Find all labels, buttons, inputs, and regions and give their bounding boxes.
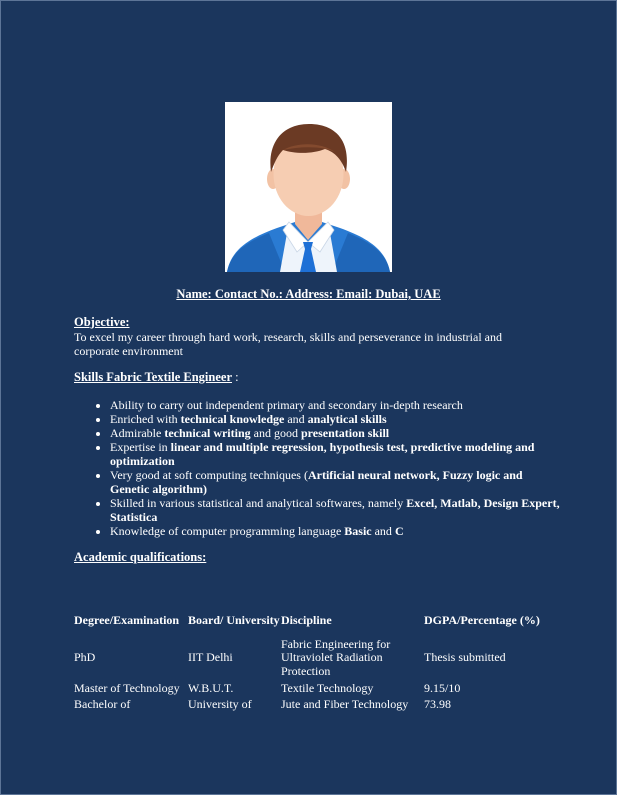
column-header: Degree/Examination <box>74 613 180 628</box>
skill-emphasis: C <box>394 524 404 538</box>
skill-item <box>110 524 562 538</box>
table-cell: Thesis submitted <box>424 650 506 665</box>
skills-heading-line <box>74 370 544 385</box>
avatar-icon <box>225 102 392 272</box>
table-row <box>74 636 549 680</box>
table-cell: IIT Delhi <box>188 650 233 665</box>
contact-details-line: Name: Contact No.: Address: Email: Dubai, UAE <box>176 287 441 301</box>
skills-list <box>90 398 562 538</box>
academic-section <box>74 550 544 565</box>
skill-text: and <box>284 412 308 426</box>
objective-heading: Objective: <box>74 315 130 329</box>
table-cell: Bachelor of <box>74 697 131 711</box>
skill-emphasis: technical writing <box>164 426 251 440</box>
academic-heading: Academic qualifications: <box>74 550 207 564</box>
skill-emphasis: Basic <box>344 524 372 538</box>
qualifications-table <box>74 606 549 714</box>
table-cell: PhD <box>74 650 96 665</box>
table-cell: 73.98 <box>424 697 451 711</box>
skill-item <box>110 496 562 524</box>
skill-emphasis: presentation skill <box>300 426 390 440</box>
skill-text: Very good at soft computing techniques ( <box>110 468 308 482</box>
skill-text: Admirable <box>110 426 165 440</box>
skill-text: Ability to carry out independent primary and secondary in-depth research <box>110 398 463 412</box>
skill-text: and <box>371 524 395 538</box>
skill-text: Enriched with <box>110 412 181 426</box>
table-header-row <box>74 606 549 636</box>
profile-photo <box>225 102 392 272</box>
table-row <box>74 698 549 714</box>
skill-item <box>110 468 562 496</box>
table-cell: Textile Technology <box>281 681 374 696</box>
skill-item <box>110 412 562 426</box>
skill-text: and good <box>250 426 301 440</box>
skill-text: Skilled in various statistical and analytical softwares, namely <box>110 496 407 510</box>
table-cell: Jute and Fiber Technology <box>281 697 409 711</box>
table-cell: 9.15/10 <box>424 681 461 696</box>
skill-text: Expertise in <box>110 440 171 454</box>
table-cell: Fabric Engineering for Ultraviolet Radiation Protection <box>281 636 391 678</box>
table-cell: W.B.U.T. <box>188 681 234 696</box>
skill-emphasis: Artificial neural network, Fuzzy logic and Genetic algorithm) <box>110 468 523 496</box>
objective-section <box>74 315 544 358</box>
skill-item <box>110 440 562 468</box>
table-cell: University of <box>188 697 252 711</box>
skill-emphasis: analytical skills <box>307 412 387 426</box>
column-header: DGPA/Percentage (%) <box>424 613 540 628</box>
skills-heading: Skills Fabric Textile Engineer <box>74 370 232 384</box>
skill-emphasis: linear and multiple regression, hypothesis test, predictive modeling and optimization <box>110 440 535 468</box>
objective-text: To excel my career through hard work, research, skills and perseverance in industrial and corporate environment <box>74 330 502 358</box>
skills-heading-colon: : <box>232 370 239 384</box>
column-header: Discipline <box>281 613 332 628</box>
skill-emphasis: Excel, Matlab, Design Expert, Statistica <box>110 496 560 524</box>
table-cell: Master of Technology <box>74 681 180 696</box>
column-header: Board/ University <box>188 613 280 628</box>
table-row <box>74 680 549 698</box>
skill-item <box>110 398 562 412</box>
skill-text: Knowledge of computer programming language <box>110 524 345 538</box>
skill-emphasis: technical knowledge <box>180 412 285 426</box>
skill-item <box>110 426 562 440</box>
